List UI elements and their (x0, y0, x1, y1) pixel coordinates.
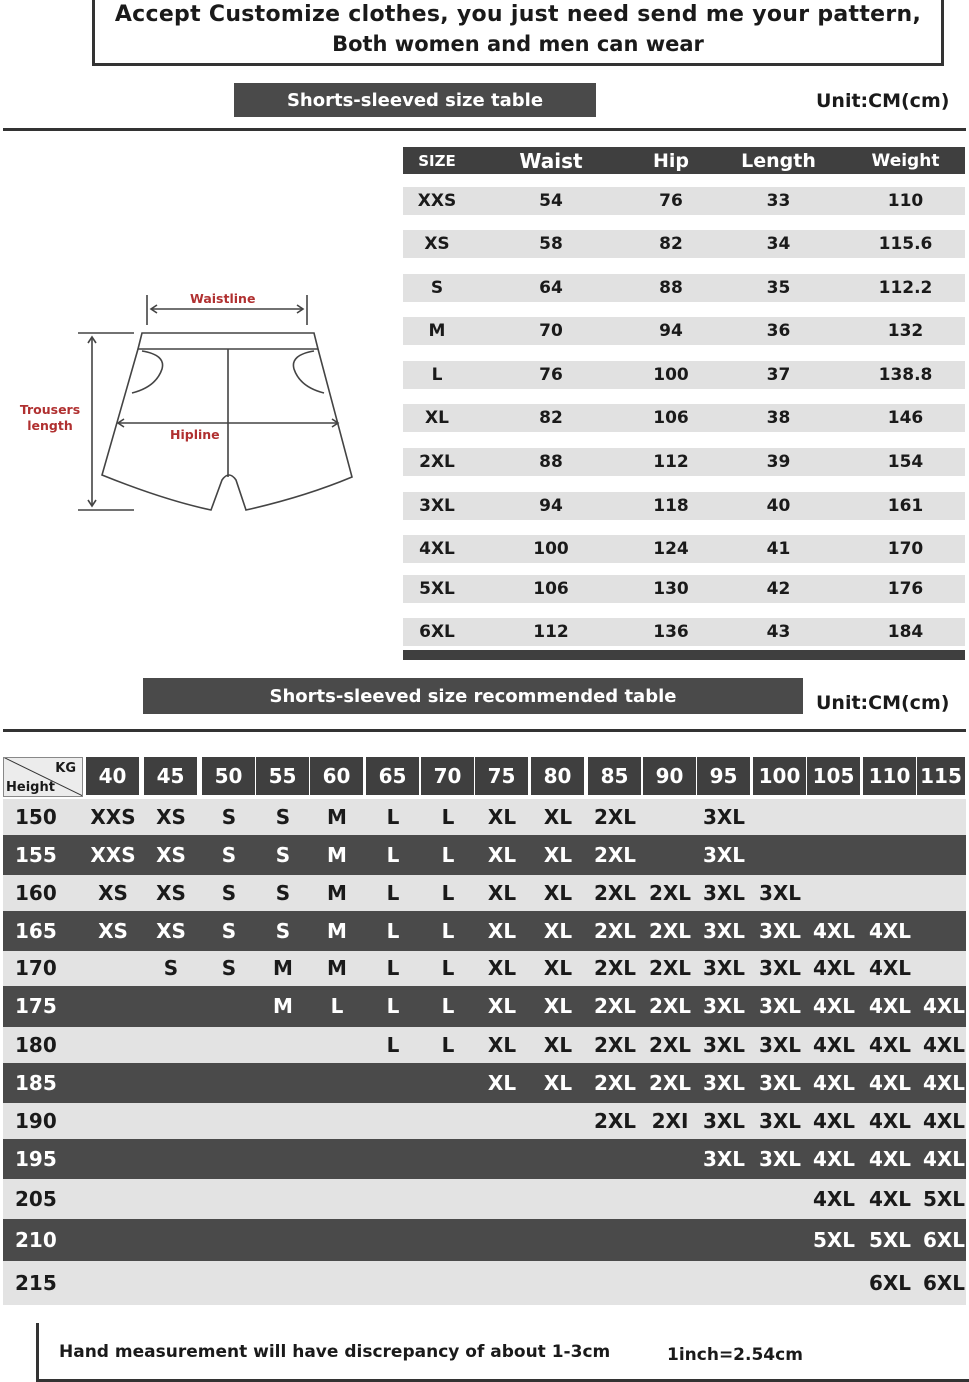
height-cell: 180 (15, 1033, 57, 1057)
size-cell: 3XL (702, 994, 746, 1018)
banner (92, 0, 944, 66)
measurement-note: Hand measurement will have discrepancy of about 1-3cm (59, 1342, 611, 1362)
cell-waist: 100 (533, 539, 569, 559)
size-cell: 4XL (812, 994, 856, 1018)
size-cell: 6XL (922, 1228, 966, 1252)
size-cell: 2XL (593, 1109, 637, 1133)
size-cell: 4XL (812, 1071, 856, 1095)
cell-weight: 154 (887, 452, 924, 472)
size-cell: L (441, 956, 455, 980)
height-cell: 155 (15, 843, 57, 867)
height-cell: 205 (15, 1187, 57, 1211)
size-table (403, 147, 965, 642)
size-cell: S (275, 843, 291, 867)
size-cell: 4XL (812, 956, 856, 980)
weight-header-cell: 80 (531, 757, 584, 795)
height-cell: 195 (15, 1147, 57, 1171)
cell-weight: 161 (887, 496, 924, 516)
size-cell: 4XL (868, 1187, 912, 1211)
size-cell: XL (543, 919, 573, 943)
size-cell: S (275, 881, 291, 905)
size-cell: 2XL (648, 919, 692, 943)
cell-hip: 130 (653, 579, 689, 599)
height-cell: 170 (15, 956, 57, 980)
recommend-table-unit: Unit:CM(cm) (816, 692, 950, 714)
cell-hip: 112 (653, 452, 689, 472)
size-cell: S (275, 805, 291, 829)
weight-header-cell: 105 (807, 757, 860, 795)
cell-length: 34 (766, 234, 791, 254)
col-length: Length (741, 149, 816, 172)
size-cell: XL (543, 994, 573, 1018)
weight-header-cell: 110 (863, 757, 916, 795)
weight-header-cell: 50 (202, 757, 255, 795)
weight-header-cell: 90 (643, 757, 696, 795)
size-cell: XS (98, 881, 128, 905)
size-cell: XS (156, 881, 186, 905)
corner-cell (3, 757, 83, 797)
cell-waist: 76 (539, 365, 563, 385)
size-cell: L (441, 843, 455, 867)
height-cell: 190 (15, 1109, 57, 1133)
size-cell: S (221, 805, 237, 829)
size-cell: 3XL (758, 994, 802, 1018)
col-weight: Weight (871, 150, 940, 171)
size-cell: 3XL (702, 1147, 746, 1171)
size-cell: 3XL (702, 881, 746, 905)
corner-kg: KG (55, 761, 76, 776)
size-cell: XL (543, 1071, 573, 1095)
cell-waist: 112 (533, 622, 569, 642)
recommend-row (3, 835, 966, 875)
size-table-row (403, 230, 965, 258)
cell-hip: 124 (653, 539, 689, 559)
height-cell: 165 (15, 919, 57, 943)
cell-size: XS (424, 234, 450, 254)
divider (3, 128, 966, 131)
size-cell: 3XL (702, 956, 746, 980)
cell-weight: 146 (887, 408, 924, 428)
weight-header-cell: 75 (475, 757, 528, 795)
size-table-row (403, 404, 965, 432)
cell-size: 4XL (419, 539, 455, 559)
size-cell: 2XI (651, 1109, 689, 1133)
recommend-row (3, 911, 966, 951)
size-cell: XL (543, 956, 573, 980)
size-cell: 2XL (593, 1033, 637, 1057)
size-table-footer-bar (403, 650, 965, 660)
size-cell: 4XL (812, 1033, 856, 1057)
recommend-row (3, 1261, 966, 1305)
size-cell: 3XL (758, 1033, 802, 1057)
size-cell: 5XL (812, 1228, 856, 1252)
cell-length: 40 (766, 496, 791, 516)
cell-hip: 106 (653, 408, 689, 428)
size-cell: 2XL (648, 994, 692, 1018)
cell-size: S (430, 278, 444, 298)
size-cell: L (441, 994, 455, 1018)
size-cell: 2XL (648, 1033, 692, 1057)
size-cell: L (386, 805, 400, 829)
size-cell: 4XL (868, 919, 912, 943)
size-cell: L (330, 994, 344, 1018)
col-size: SIZE (418, 151, 456, 170)
size-cell: 4XL (868, 1033, 912, 1057)
weight-header-cell: 100 (753, 757, 806, 795)
cell-size: 6XL (419, 622, 455, 642)
cell-waist: 64 (539, 278, 563, 298)
size-cell: XL (487, 843, 517, 867)
size-table-header (403, 147, 965, 174)
cell-weight: 110 (887, 191, 924, 211)
waistline-label: Waistline (190, 291, 256, 306)
size-cell: 2XL (648, 881, 692, 905)
size-cell: 3XL (758, 1071, 802, 1095)
size-cell: 2XL (593, 1071, 637, 1095)
cell-hip: 100 (653, 365, 689, 385)
size-cell: M (327, 843, 347, 867)
cell-hip: 88 (659, 278, 683, 298)
size-cell: L (386, 843, 400, 867)
height-cell: 150 (15, 805, 57, 829)
size-cell: S (221, 956, 237, 980)
height-cell: 160 (15, 881, 57, 905)
size-cell: XL (543, 881, 573, 905)
size-table-row (403, 274, 965, 302)
height-cell: 185 (15, 1071, 57, 1095)
col-waist: Waist (519, 148, 583, 173)
size-cell: XL (487, 956, 517, 980)
size-cell: 3XL (702, 1109, 746, 1133)
size-cell: S (221, 881, 237, 905)
cell-waist: 94 (539, 496, 563, 516)
weight-header-cell: 70 (421, 757, 474, 795)
size-cell: 4XL (868, 994, 912, 1018)
cell-length: 35 (766, 278, 791, 298)
cell-weight: 138.8 (878, 365, 933, 385)
cell-weight: 170 (887, 539, 924, 559)
size-cell: M (327, 881, 347, 905)
cell-waist: 58 (539, 234, 563, 254)
shorts-outline-icon (14, 285, 359, 515)
size-cell: 3XL (702, 1071, 746, 1095)
cell-hip: 118 (653, 496, 689, 516)
cell-waist: 82 (539, 408, 563, 428)
size-cell: 4XL (868, 1147, 912, 1171)
size-cell: L (441, 919, 455, 943)
cell-waist: 106 (533, 579, 569, 599)
size-cell: 6XL (868, 1271, 912, 1295)
weight-header-cell: 60 (310, 757, 363, 795)
size-cell: L (386, 881, 400, 905)
size-cell: XS (156, 805, 186, 829)
size-cell: M (327, 919, 347, 943)
cell-size: L (431, 365, 443, 385)
cell-length: 42 (766, 579, 791, 599)
size-table-row (403, 535, 965, 563)
size-cell: 3XL (758, 919, 802, 943)
size-cell: 3XL (702, 843, 746, 867)
cell-size: XL (425, 408, 449, 428)
size-cell: 2XL (593, 881, 637, 905)
recommend-row (3, 1103, 966, 1139)
recommend-row (3, 1139, 966, 1179)
size-cell: S (221, 843, 237, 867)
size-table-title: Shorts-sleeved size table (234, 83, 596, 117)
size-cell: 6XL (922, 1271, 966, 1295)
weight-header-cell: 45 (144, 757, 197, 795)
recommend-row (3, 951, 966, 986)
size-cell: L (386, 956, 400, 980)
cell-length: 41 (766, 539, 791, 559)
size-cell: 4XL (868, 1109, 912, 1133)
size-cell: S (275, 919, 291, 943)
size-table-row (403, 575, 965, 603)
size-table-row (403, 618, 965, 646)
size-cell: 2XL (593, 956, 637, 980)
cell-weight: 184 (887, 622, 924, 642)
divider (3, 729, 966, 732)
cell-size: XXS (417, 191, 457, 211)
banner-line-2: Both women and men can wear (332, 32, 704, 56)
size-cell: 4XL (922, 1147, 966, 1171)
size-table-row (403, 448, 965, 476)
size-cell: 2XL (593, 994, 637, 1018)
weight-header-cell: 40 (86, 757, 139, 795)
size-cell: XXS (90, 843, 136, 867)
weight-header-cell: 95 (697, 757, 750, 795)
size-cell: 3XL (702, 805, 746, 829)
size-cell: 5XL (868, 1228, 912, 1252)
cell-size: M (428, 321, 446, 341)
height-cell: 175 (15, 994, 57, 1018)
size-cell: 4XL (812, 1147, 856, 1171)
weight-header-cell: 55 (256, 757, 309, 795)
weight-header-cell: 85 (588, 757, 641, 795)
cell-hip: 82 (659, 234, 683, 254)
size-cell: 2XL (593, 805, 637, 829)
cell-size: 2XL (419, 452, 455, 472)
cell-weight: 132 (887, 321, 924, 341)
cell-length: 37 (766, 365, 791, 385)
cell-hip: 76 (659, 191, 683, 211)
size-cell: 4XL (868, 956, 912, 980)
size-cell: XL (487, 919, 517, 943)
cell-hip: 94 (659, 321, 683, 341)
banner-line-1: Accept Customize clothes, you just need send me your pattern, (114, 2, 922, 27)
size-cell: 2XL (648, 1071, 692, 1095)
recommend-row (3, 875, 966, 911)
size-cell: 2XL (648, 956, 692, 980)
cell-length: 39 (766, 452, 791, 472)
size-cell: XL (543, 1033, 573, 1057)
size-cell: 4XL (812, 919, 856, 943)
size-table-row (403, 317, 965, 345)
size-cell: 4XL (922, 1033, 966, 1057)
size-cell: M (327, 956, 347, 980)
recommend-table-header (3, 755, 966, 797)
size-cell: 3XL (702, 919, 746, 943)
cell-hip: 136 (653, 622, 689, 642)
size-cell: XL (487, 1033, 517, 1057)
recommend-row (3, 1063, 966, 1103)
size-cell: S (221, 919, 237, 943)
recommend-row (3, 986, 966, 1027)
size-cell: XL (487, 994, 517, 1018)
weight-header-cell: 115 (917, 757, 965, 795)
size-cell: M (273, 994, 293, 1018)
size-cell: M (327, 805, 347, 829)
size-table-row (403, 361, 965, 389)
size-cell: 3XL (758, 1109, 802, 1133)
size-cell: L (386, 1033, 400, 1057)
cell-waist: 70 (539, 321, 563, 341)
col-hip: Hip (652, 149, 689, 172)
size-cell: 2XL (593, 919, 637, 943)
cell-size: 3XL (419, 496, 455, 516)
size-cell: 4XL (922, 994, 966, 1018)
size-cell: 4XL (812, 1109, 856, 1133)
recommend-row (3, 1179, 966, 1219)
cell-length: 36 (766, 321, 791, 341)
size-cell: M (273, 956, 293, 980)
size-cell: 3XL (758, 956, 802, 980)
footer-note-box (36, 1323, 969, 1382)
height-cell: 210 (15, 1228, 57, 1252)
size-cell: 5XL (922, 1187, 966, 1211)
size-cell: 4XL (922, 1109, 966, 1133)
size-cell: XL (487, 1071, 517, 1095)
cell-waist: 88 (539, 452, 563, 472)
size-cell: XS (156, 843, 186, 867)
cell-size: 5XL (419, 579, 455, 599)
hipline-label: Hipline (170, 427, 220, 442)
size-table-row (403, 187, 965, 215)
size-cell: XL (487, 805, 517, 829)
size-cell: L (441, 1033, 455, 1057)
size-cell: 3XL (758, 881, 802, 905)
size-cell: XL (487, 881, 517, 905)
size-cell: XL (543, 805, 573, 829)
size-table-row (403, 492, 965, 520)
size-cell: 4XL (812, 1187, 856, 1211)
cell-weight: 115.6 (878, 234, 933, 254)
height-cell: 215 (15, 1271, 57, 1295)
size-cell: XL (543, 843, 573, 867)
size-cell: L (441, 881, 455, 905)
recommend-table-title: Shorts-sleeved size recommended table (143, 678, 803, 714)
size-cell: S (163, 956, 179, 980)
size-cell: XS (98, 919, 128, 943)
recommend-row (3, 1219, 966, 1261)
size-cell: XS (156, 919, 186, 943)
trousers-length-label (18, 402, 82, 434)
size-cell: 3XL (758, 1147, 802, 1171)
size-cell: 2XL (593, 843, 637, 867)
recommend-row (3, 1027, 966, 1063)
cell-weight: 176 (887, 579, 924, 599)
size-cell: L (386, 919, 400, 943)
size-cell: 4XL (868, 1071, 912, 1095)
recommend-row (3, 799, 966, 835)
cell-length: 33 (766, 191, 791, 211)
size-cell: XXS (90, 805, 136, 829)
cell-weight: 112.2 (878, 278, 933, 298)
corner-height: Height (6, 780, 55, 795)
length-label: length (27, 418, 73, 433)
shorts-diagram (14, 285, 359, 515)
size-table-unit: Unit:CM(cm) (816, 90, 950, 112)
size-cell: L (386, 994, 400, 1018)
size-cell: L (441, 805, 455, 829)
cell-waist: 54 (539, 191, 563, 211)
trousers-label: Trousers (19, 402, 81, 417)
cell-length: 43 (766, 622, 791, 642)
size-cell: 4XL (922, 1071, 966, 1095)
size-cell: 3XL (702, 1033, 746, 1057)
weight-header-cell: 65 (366, 757, 419, 795)
cell-length: 38 (766, 408, 791, 428)
inch-conversion: 1inch=2.54cm (667, 1345, 803, 1365)
